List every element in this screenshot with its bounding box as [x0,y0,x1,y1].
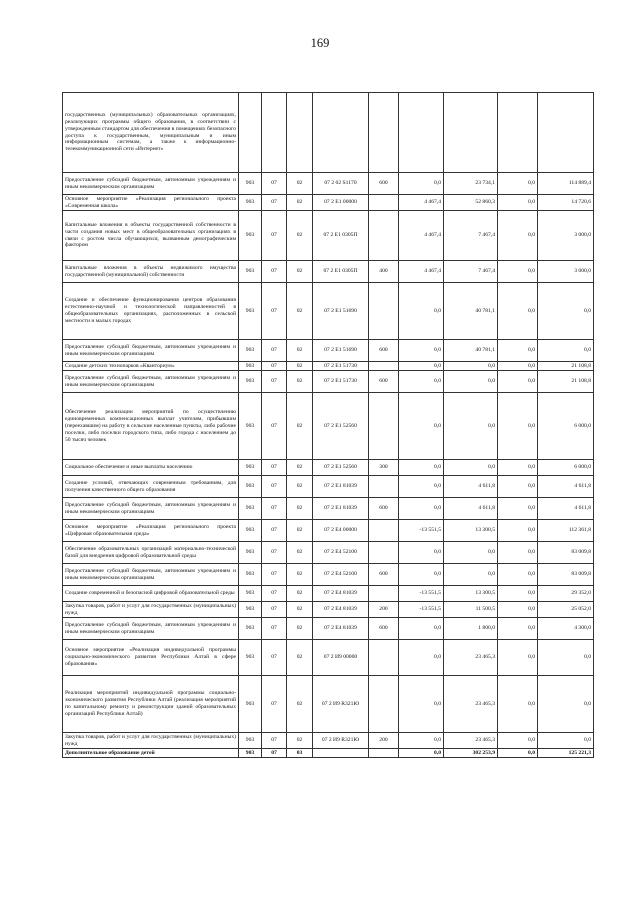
section-code: 07 [262,498,287,520]
subsection-code: 02 [287,564,313,586]
target-article: 07 2 И9 R321Ю [313,676,369,733]
expense-type [369,362,399,371]
ministry-code [239,93,262,173]
row-description: Предоставление субсидий бюджетным, автономным учреждениям и иным некоммерческим организациям [63,371,239,393]
table-row [63,498,594,520]
target-article: 07 2 E1 81039 [313,498,369,520]
row-description: Основное мероприятие «Реализация индивидуальной программы социально-экономического развития Республики Алтай в сфере образования» [63,640,239,676]
row-description: государственных (муниципальных) образовательных организациях, реализующих программы общего образования, в соответствии с утвержденным стандартом для обеспечения в помещениях безопасного доступа к государственным, муниципальным и иным информационным системам, а также к информационно-телекоммуникационной сети «Интернет» [63,93,239,173]
amount-change-3: 0,0 [498,676,538,733]
amount-change-1: 0,0 [399,564,444,586]
subsection-code: 02 [287,340,313,362]
target-article: 07 2 E1 00000 [313,195,369,211]
ministry-code: 903 [239,564,262,586]
ministry-code: 903 [239,602,262,618]
ministry-code: 903 [239,173,262,195]
section-code: 07 [262,520,287,542]
subsection-code: 02 [287,393,313,460]
ministry-code: 903 [239,733,262,749]
ministry-code: 903 [239,340,262,362]
subsection-code: 03 [287,749,313,758]
amount-change-4: 21 108,8 [538,362,594,371]
section-code [262,93,287,173]
target-article: 07 2 E1 51690 [313,283,369,340]
subsection-code: 02 [287,733,313,749]
amount-change-4: 6 000,0 [538,460,594,476]
amount-change-3: 0,0 [498,393,538,460]
expense-type [369,476,399,498]
amount-change-2: 0,0 [444,393,498,460]
row-description: Создание детских технопарков «Кванториум» [63,362,239,371]
expense-type [369,749,399,758]
amount-change-4: 21 108,8 [538,371,594,393]
expense-type [369,283,399,340]
target-article: 07 2 02 S1170 [313,173,369,195]
ministry-code: 903 [239,749,262,758]
target-article: 07 2 E1 51690 [313,340,369,362]
subsection-code: 02 [287,211,313,261]
subsection-code: 02 [287,602,313,618]
section-code: 07 [262,733,287,749]
ministry-code: 903 [239,640,262,676]
row-description: Капитальные вложения в объекты недвижимого имущества государственной (муниципальной) собственности [63,261,239,283]
amount-change-1: -13 551,5 [399,520,444,542]
section-code: 07 [262,542,287,564]
row-description: Предоставление субсидий бюджетным, автономным учреждениям и иным некоммерческим организациям [63,173,239,195]
section-code: 07 [262,393,287,460]
amount-change-2: 4 611,8 [444,498,498,520]
amount-change-2: 7 467,4 [444,261,498,283]
amount-change-1: 0,0 [399,362,444,371]
amount-change-1: 0,0 [399,640,444,676]
total-row [63,749,594,758]
amount-change-4: 114 889,4 [538,173,594,195]
amount-change-2: 13 300,5 [444,520,498,542]
subsection-code: 02 [287,371,313,393]
section-code: 07 [262,283,287,340]
table-row [63,460,594,476]
amount-change-3: 0,0 [498,173,538,195]
row-description: Дополнительное образование детей [63,749,239,758]
target-article: 07 2 E4 00000 [313,520,369,542]
table-row [63,586,594,602]
section-code: 07 [262,173,287,195]
amount-change-2: 0,0 [444,362,498,371]
expense-type: 600 [369,340,399,362]
table-row [63,283,594,340]
row-description: Капитальные вложения в объекты государственной собственности в части создания новых мест в общеобразовательных организациях в связи с ростом числа обучающихся, вызванным демографическим фактором [63,211,239,261]
ministry-code: 903 [239,371,262,393]
amount-change-2: 23 734,1 [444,173,498,195]
section-code: 07 [262,676,287,733]
amount-change-3: 0,0 [498,476,538,498]
amount-change-3: 0,0 [498,602,538,618]
expense-type: 300 [369,460,399,476]
subsection-code: 02 [287,520,313,542]
amount-change-4: 25 052,0 [538,602,594,618]
amount-change-1: 0,0 [399,393,444,460]
table-row [63,261,594,283]
amount-change-1: 0,0 [399,542,444,564]
expense-type [369,211,399,261]
table-row [63,393,594,460]
section-code: 07 [262,586,287,602]
expense-type: 600 [369,618,399,640]
expense-type [369,586,399,602]
amount-change-2: 13 300,5 [444,586,498,602]
amount-change-2: 4 611,8 [444,476,498,498]
section-code: 07 [262,362,287,371]
target-article: 07 2 E1 51730 [313,371,369,393]
subsection-code: 02 [287,618,313,640]
amount-change-3: 0,0 [498,261,538,283]
ministry-code: 903 [239,393,262,460]
table-row [63,602,594,618]
amount-change-2: 1 800,0 [444,618,498,640]
row-description: Обеспечение реализации мероприятий по осуществлению единовременных компенсационных выплат учителям, прибывшим (переехавшим) на работу в сельские населенные пункты, либо рабочие поселки, либо поселки городского типа, либо города с населением до 50 тысяч человек [63,393,239,460]
table-row [63,195,594,211]
row-description: Обеспечение образовательных организаций материально-технической базой для внедрения цифровой образовательной среды [63,542,239,564]
target-article: 07 2 E4 81039 [313,602,369,618]
section-code: 07 [262,460,287,476]
table-row [63,542,594,564]
section-code: 07 [262,618,287,640]
section-code: 07 [262,371,287,393]
subsection-code: 02 [287,476,313,498]
table-body [63,93,594,758]
amount-change-1: 0,0 [399,460,444,476]
subsection-code: 02 [287,261,313,283]
amount-change-4: 112 361,8 [538,520,594,542]
amount-change-3: 0,0 [498,640,538,676]
subsection-code: 02 [287,173,313,195]
page-number: 169 [310,36,330,50]
row-description: Предоставление субсидий бюджетным, автономным учреждениям и иным некоммерческим организациям [63,564,239,586]
section-code: 07 [262,564,287,586]
ministry-code: 903 [239,195,262,211]
expense-type: 200 [369,733,399,749]
amount-change-3: 0,0 [498,340,538,362]
subsection-code: 02 [287,362,313,371]
amount-change-2: 0,0 [444,460,498,476]
amount-change-1: -13 551,5 [399,602,444,618]
section-code: 07 [262,261,287,283]
amount-change-4: 14 720,6 [538,195,594,211]
section-code: 07 [262,640,287,676]
amount-change-4: 0,0 [538,676,594,733]
amount-change-3: 0,0 [498,749,538,758]
amount-change-2: 7 467,4 [444,211,498,261]
target-article: 07 2 E1 52560 [313,393,369,460]
row-description: Создание и обеспечение функционирования центров образования естественно-научной и технологической направленностей в общеобразовательных организациях, расположенных в сельской местности и малых городах [63,283,239,340]
amount-change-1: 0,0 [399,340,444,362]
amount-change-1: 0,0 [399,749,444,758]
ministry-code: 903 [239,283,262,340]
amount-change-2: 0,0 [444,542,498,564]
subsection-code: 02 [287,542,313,564]
row-description: Основное мероприятие «Реализация регионального проекта «Современная школа» [63,195,239,211]
expense-type [369,393,399,460]
row-description: Предоставление субсидий бюджетным, автономным учреждениям и иным некоммерческим организациям [63,340,239,362]
expense-type: 600 [369,371,399,393]
row-description: Предоставление субсидий бюджетным, автономным учреждениям и иным некоммерческим организациям [63,498,239,520]
ministry-code: 903 [239,460,262,476]
target-article: 07 2 И9 R321Ю [313,733,369,749]
row-description: Реализация мероприятий индивидуальной программы социально-экономического развития Республики Алтай (реализация мероприятий по капитальному ремонту и реконструкции зданий образовательных организаций Республики Алтай) [63,676,239,733]
amount-change-1: 0,0 [399,371,444,393]
amount-change-3: 0,0 [498,564,538,586]
table-row [63,362,594,371]
row-description: Закупка товаров, работ и услуг для государственных (муниципальных) нужд [63,733,239,749]
table-row [63,93,594,173]
subsection-code: 02 [287,676,313,733]
amount-change-3: 0,0 [498,211,538,261]
amount-change-2: 302 253,9 [444,749,498,758]
target-article: 07 2 E1 81039 [313,476,369,498]
row-description: Социальное обеспечение и иные выплаты населению [63,460,239,476]
section-code: 07 [262,749,287,758]
subsection-code: 02 [287,498,313,520]
amount-change-3: 0,0 [498,460,538,476]
table-row [63,640,594,676]
amount-change-3: 0,0 [498,371,538,393]
subsection-code: 02 [287,195,313,211]
amount-change-4 [538,93,594,173]
expense-type: 600 [369,498,399,520]
expense-type: 600 [369,173,399,195]
amount-change-1: 0,0 [399,676,444,733]
amount-change-2: 0,0 [444,371,498,393]
amount-change-2: 23 465,3 [444,733,498,749]
amount-change-3: 0,0 [498,733,538,749]
ministry-code: 903 [239,498,262,520]
amount-change-3: 0,0 [498,586,538,602]
amount-change-3: 0,0 [498,362,538,371]
amount-change-4: 4 300,0 [538,618,594,640]
amount-change-3: 0,0 [498,520,538,542]
amount-change-3: 0,0 [498,618,538,640]
amount-change-4: 125 221,3 [538,749,594,758]
amount-change-1: 4 467,4 [399,211,444,261]
amount-change-3: 0,0 [498,283,538,340]
amount-change-3: 0,0 [498,542,538,564]
amount-change-4: 6 000,0 [538,393,594,460]
amount-change-4: 3 000,0 [538,261,594,283]
amount-change-4: 83 009,8 [538,542,594,564]
target-article: 07 2 E1 51730 [313,362,369,371]
section-code: 07 [262,602,287,618]
amount-change-2: 52 860,3 [444,195,498,211]
amount-change-4: 0,0 [538,340,594,362]
amount-change-2 [444,93,498,173]
amount-change-4: 83 009,8 [538,564,594,586]
amount-change-1: 0,0 [399,173,444,195]
target-article: 07 2 И9 00000 [313,640,369,676]
target-article: 07 2 E4 52100 [313,542,369,564]
target-article: 07 2 E1 0305П [313,261,369,283]
amount-change-4: 4 611,8 [538,498,594,520]
subsection-code: 02 [287,586,313,602]
amount-change-1: -13 551,5 [399,586,444,602]
target-article: 07 2 E4 52100 [313,564,369,586]
subsection-code: 02 [287,460,313,476]
ministry-code: 903 [239,476,262,498]
row-description: Создание современной и безопасной цифровой образовательной среды [63,586,239,602]
amount-change-1: 0,0 [399,498,444,520]
ministry-code: 903 [239,586,262,602]
ministry-code: 903 [239,542,262,564]
row-description: Предоставление субсидий бюджетным, автономным учреждениям и иным некоммерческим организациям [63,618,239,640]
table-row [63,564,594,586]
section-code: 07 [262,211,287,261]
amount-change-3: 0,0 [498,195,538,211]
amount-change-1: 0,0 [399,618,444,640]
amount-change-4: 0,0 [538,640,594,676]
ministry-code: 903 [239,211,262,261]
row-description: Основное мероприятие «Реализация регионального проекта «Цифровая образовательная среда» [63,520,239,542]
table-row [63,733,594,749]
amount-change-2: 40 781,1 [444,340,498,362]
table-row [63,618,594,640]
expense-type [369,195,399,211]
expense-type: 400 [369,261,399,283]
expense-type [369,93,399,173]
amount-change-1 [399,93,444,173]
ministry-code: 903 [239,676,262,733]
amount-change-2: 11 500,5 [444,602,498,618]
table-row [63,676,594,733]
amount-change-4: 29 352,0 [538,586,594,602]
section-code: 07 [262,340,287,362]
expense-type: 600 [369,564,399,586]
amount-change-3 [498,93,538,173]
target-article: 07 2 E1 52560 [313,460,369,476]
table-row [63,340,594,362]
subsection-code: 02 [287,283,313,340]
amount-change-2: 40 781,1 [444,283,498,340]
amount-change-2: 23 465,3 [444,640,498,676]
target-article: 07 2 E4 81039 [313,618,369,640]
ministry-code: 903 [239,261,262,283]
amount-change-2: 0,0 [444,564,498,586]
amount-change-4: 3 000,0 [538,211,594,261]
target-article: 07 2 E4 81039 [313,586,369,602]
amount-change-1: 0,0 [399,476,444,498]
ministry-code: 903 [239,520,262,542]
target-article: 07 2 E1 0305П [313,211,369,261]
subsection-code [287,93,313,173]
target-article [313,749,369,758]
table-row [63,371,594,393]
section-code: 07 [262,195,287,211]
section-code: 07 [262,476,287,498]
expense-type: 200 [369,602,399,618]
table-row [63,520,594,542]
row-description: Создание условий, отвечающих современным требованиям, для получения качественного общего образования [63,476,239,498]
subsection-code: 02 [287,640,313,676]
amount-change-1: 0,0 [399,283,444,340]
amount-change-1: 4 467,4 [399,261,444,283]
amount-change-3: 0,0 [498,498,538,520]
amount-change-2: 23 465,3 [444,676,498,733]
table-row [63,211,594,261]
table-row [63,173,594,195]
amount-change-4: 0,0 [538,733,594,749]
amount-change-1: 4 467,4 [399,195,444,211]
row-description: Закупка товаров, работ и услуг для государственных (муниципальных) нужд [63,602,239,618]
expense-type [369,640,399,676]
ministry-code: 903 [239,618,262,640]
expense-type [369,542,399,564]
amount-change-1: 0,0 [399,733,444,749]
target-article [313,93,369,173]
amount-change-4: 0,0 [538,283,594,340]
amount-change-4: 4 611,8 [538,476,594,498]
expense-type [369,520,399,542]
expense-type [369,676,399,733]
table-row [63,476,594,498]
budget-table [62,92,594,758]
ministry-code: 903 [239,362,262,371]
